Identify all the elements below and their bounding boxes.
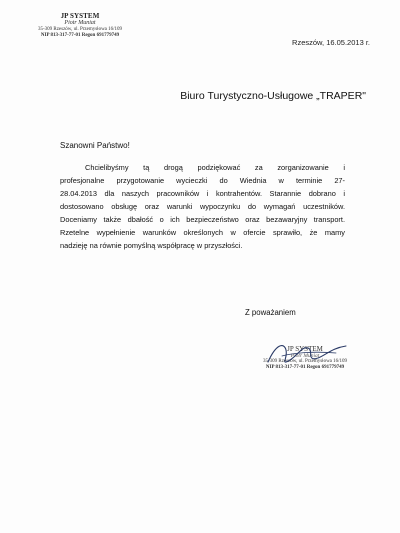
stamp-tax-ids: NIP 813-317-77-01 Regon 691779749 xyxy=(40,32,120,38)
closing-phrase: Z poważaniem xyxy=(245,308,296,317)
letter-body xyxy=(60,161,345,252)
company-stamp-top xyxy=(34,12,126,38)
stamp-address: 35-309 Rzeszów, ul. Przemysłowa 16/109 xyxy=(37,26,123,32)
stamp-address: 35-309 Rzeszów, ul. Przemysłowa 16/109 xyxy=(262,359,348,365)
company-stamp-bottom xyxy=(255,345,355,371)
stamp-owner-name: Piotr Muniat xyxy=(290,353,320,360)
body-line: nadzieję na równie pomyślną współpracę w przyszłości. xyxy=(60,241,243,250)
body-line: Doceniamy także dbałość o ich bezpieczeństwo oraz bezawaryjny transport. xyxy=(60,215,345,224)
body-line: 28.04.2013 dla naszych pracowników i kontrahentów. Starannie dobrano i xyxy=(60,189,345,198)
body-line: Rzetelne wypełnienie warunków określonych w ofercie sprawiło, że mamy xyxy=(60,228,345,237)
letter-date: Rzeszów, 16.05.2013 r. xyxy=(292,38,370,47)
body-line: dostosowano obsługę oraz warunki wypoczynku do wymagań uczestników. xyxy=(60,202,345,211)
stamp-owner-name: Piotr Muniat xyxy=(64,20,96,27)
stamp-tax-ids: NIP 813-317-77-01 Regon 691779749 xyxy=(265,365,345,371)
salutation: Szanowni Państwo! xyxy=(60,141,130,150)
body-line: Chcielibyśmy tą drogą podziękować za zorganizowanie i xyxy=(85,163,345,172)
stamp-company-name: JP SYSTEM xyxy=(60,12,100,20)
body-line: profesjonalne przygotowanie wycieczki do Wiednia w terminie 27- xyxy=(60,176,345,185)
stamp-company-name: JP SYSTEM xyxy=(287,345,323,353)
recipient-name: Biuro Turystyczno-Usługowe „TRAPER" xyxy=(180,90,366,102)
